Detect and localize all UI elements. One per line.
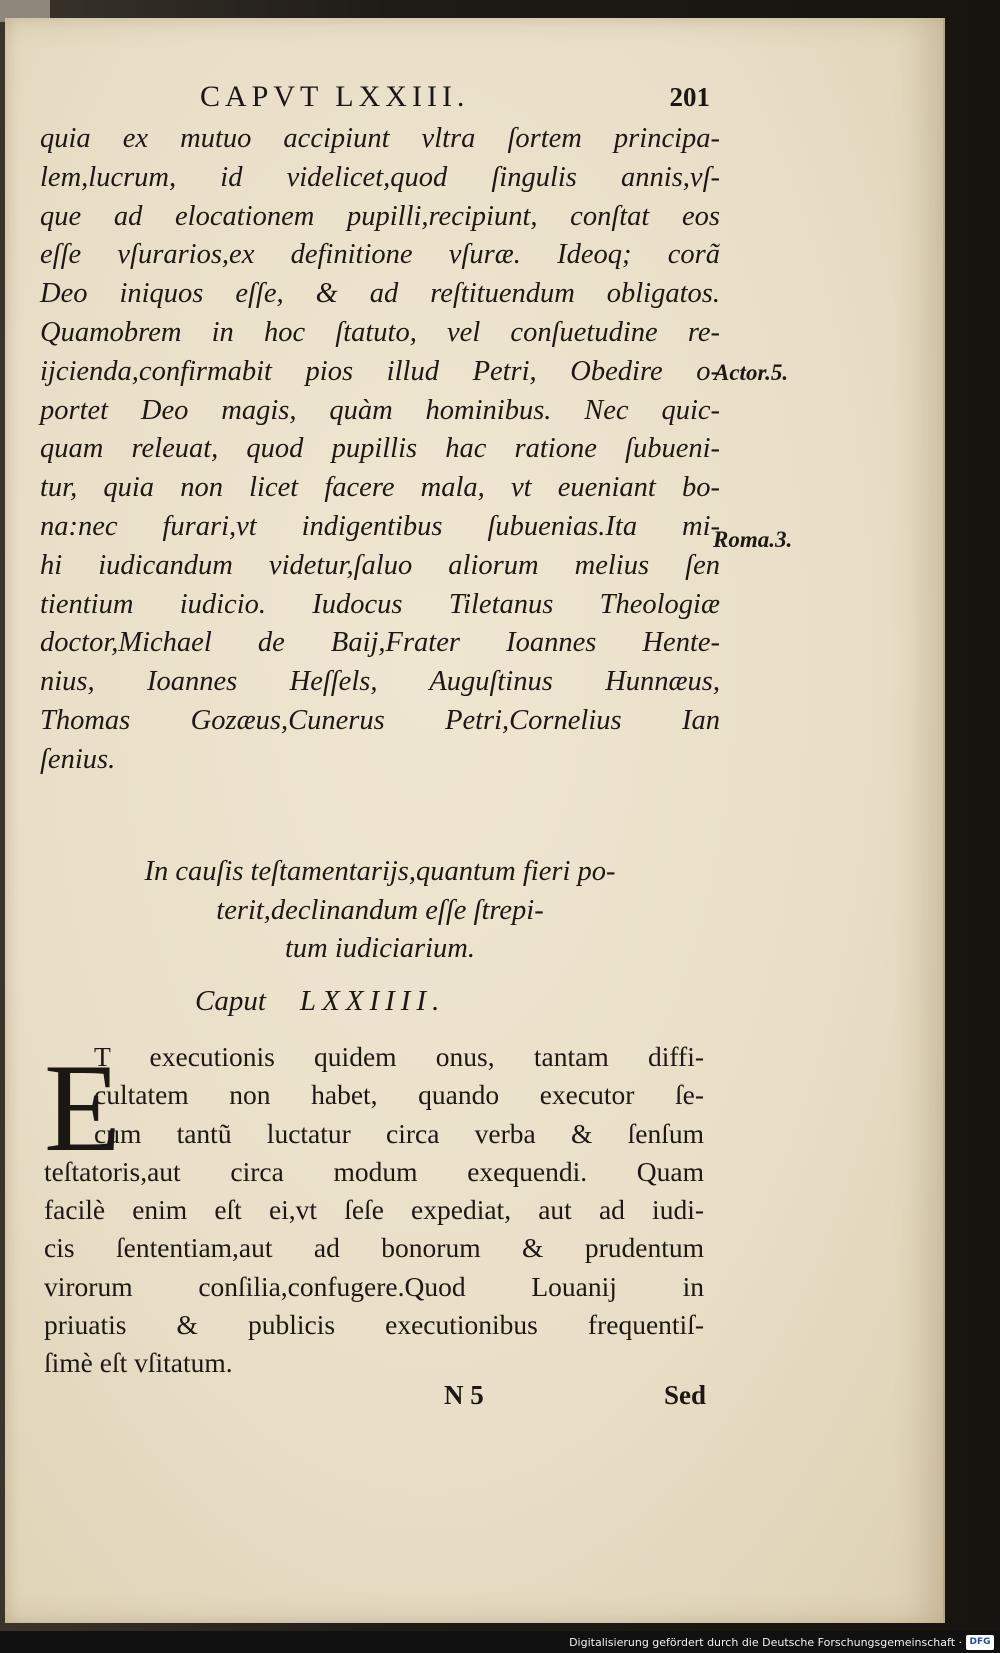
text-line: quam releuat, quod pupillis hac ratione ſubueni- xyxy=(40,433,720,465)
text-line: ſimè eſt vſitatum. xyxy=(44,1347,233,1379)
rubric-line: tum iudiciarium. xyxy=(285,933,475,964)
text-line: Deo iniquos eſſe, & ad reſtituendum obligatos. xyxy=(40,278,720,310)
text-line: hi iudicandum videtur,ſaluo aliorum melius ſen xyxy=(40,549,720,581)
text-line: quia ex mutuo accipiunt vltra ſortem principa- xyxy=(40,123,720,154)
text-line: teſtatoris,aut circa modum exequendi. Quam xyxy=(44,1155,704,1187)
text-line: na:nec furari,vt indigentibus ſubuenias.Ita mi- xyxy=(40,510,720,542)
rubric-line: terit,declinandum eſſe ſtrepi- xyxy=(216,894,544,926)
text-line: cum tantũ luctatur circa verba & ſenſum xyxy=(94,1117,704,1149)
text-line: ijcienda,confirmabit pios illud Petri, Obedire o- xyxy=(40,355,720,387)
text-line: virorum conſilia,confugere.Quod Louanij in xyxy=(44,1270,704,1302)
catchword: Sed xyxy=(663,1380,706,1410)
credit-text: Digitalisierung gefördert durch die Deutsche Forschungsgemeinschaft · xyxy=(569,1636,962,1649)
text-line: Quamobrem in hoc ſtatuto, vel conſuetudine re- xyxy=(40,316,720,348)
text-line: T executionis quidem onus, tantam diffi- xyxy=(94,1041,704,1072)
text-line: cultatem non habet, quando executor ſe- xyxy=(94,1079,704,1111)
text-line: cis ſententiam,aut ad bonorum & prudentum xyxy=(44,1232,704,1264)
text-line: lem,lucrum, id videlicet,quod ſingulis annis,vſ- xyxy=(40,161,720,193)
signature-mark: N 5 xyxy=(444,1380,484,1410)
text-line: ſenius. xyxy=(40,743,116,775)
chapter-numeral: LXXIIII. xyxy=(299,985,446,1017)
page-number: 201 xyxy=(669,82,710,112)
text-line: Thomas Gozæus,Cunerus Petri,Cornelius Ian xyxy=(40,704,720,736)
text-line: doctor,Michael de Baij,Frater Ioannes Hente- xyxy=(40,627,720,659)
text-line: nius, Ioannes Heſſels, Auguſtinus Hunnæus, xyxy=(40,666,720,698)
text-line: tur, quia non licet facere mala, vt eueniant bo- xyxy=(40,472,720,504)
chapter-word: Caput xyxy=(195,985,266,1017)
text-line: portet Deo magis, quàm hominibus. Nec quic- xyxy=(40,394,720,426)
marginal-note-romans: Roma.3. xyxy=(713,527,793,552)
text-line: que ad elocationem pupilli,recipiunt, conſtat eos xyxy=(40,200,720,232)
chapter-rubric xyxy=(40,853,720,969)
page-footer xyxy=(444,1380,706,1420)
running-head: CAPVT LXXIII. xyxy=(200,80,470,113)
digitization-credit-bar xyxy=(0,1631,1000,1653)
text-line: eſſe vſurarios,ex definitione vſuræ. Ideoq; corã xyxy=(40,239,720,271)
chapter-heading xyxy=(195,985,445,1018)
roman-body-text xyxy=(44,1038,704,1383)
text-line: facilè enim eſt ei,vt ſeſe expediat, aut ad iudi- xyxy=(44,1194,704,1226)
drop-cap-initial: E xyxy=(44,1039,121,1178)
marginal-note-acts: Actor.5. xyxy=(714,360,789,385)
italic-body-text xyxy=(40,120,720,780)
page-header xyxy=(200,80,710,120)
text-line: priuatis & publicis executionibus frequentiſ- xyxy=(44,1309,704,1341)
text-line: tientium iudicio. Iudocus Tiletanus Theologiæ xyxy=(40,588,720,620)
rubric-line: In cauſis teſtamentarijs,quantum fieri po- xyxy=(144,856,616,887)
dfg-logo-icon: DFG xyxy=(966,1635,994,1650)
